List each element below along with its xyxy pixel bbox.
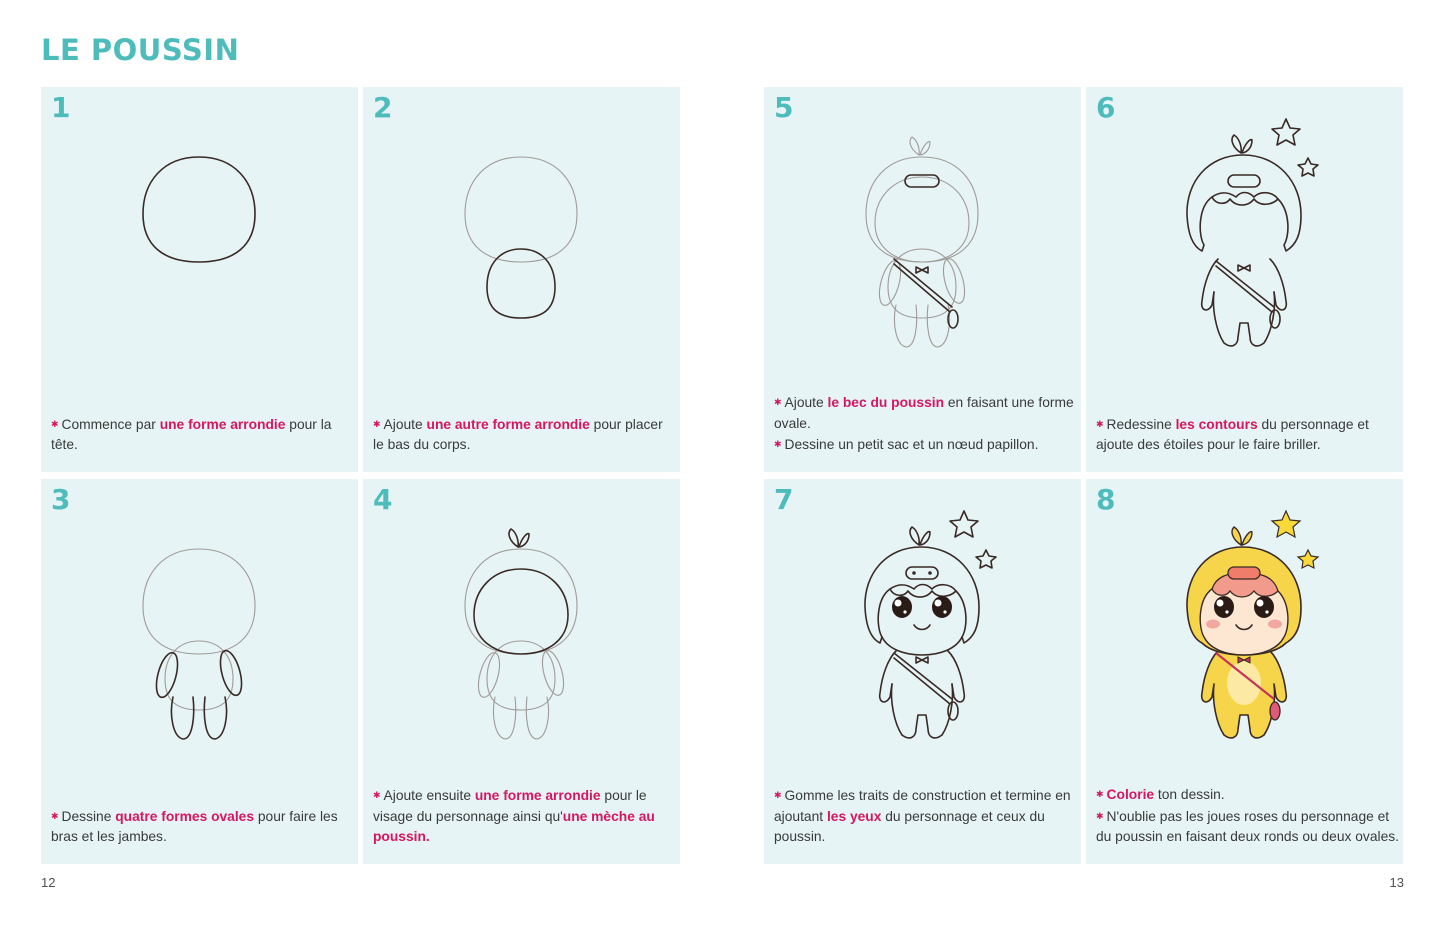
bullet-icon: ✱ xyxy=(373,790,381,801)
instruction-text: Ajoute xyxy=(784,395,828,411)
bullet-icon: ✱ xyxy=(1096,789,1104,800)
instruction-line xyxy=(1096,806,1399,848)
bullet-icon: ✱ xyxy=(1096,810,1104,821)
step-panel-5 xyxy=(764,87,1081,472)
bullet-icon: ✱ xyxy=(774,439,782,450)
instruction-text: N'oublie pas les joues roses du personnage et du poussin en faisant deux ronds ou deux ovales. xyxy=(1096,808,1399,845)
instruction-text: en faisant une forme ovale. xyxy=(774,395,1074,431)
step-instructions xyxy=(774,392,1077,456)
highlighted-text: une mèche au poussin. xyxy=(373,808,655,845)
step-panel-8 xyxy=(1086,479,1403,864)
step-number: 3 xyxy=(51,483,71,516)
step-instructions xyxy=(51,414,354,456)
instruction-line xyxy=(1096,414,1399,456)
instruction-text: ton dessin. xyxy=(1154,787,1225,803)
instruction-text: Gomme les traits de construction et termine en ajoutant xyxy=(774,788,1071,824)
step-panel-6 xyxy=(1086,87,1403,472)
instruction-text: Ajoute ensuite xyxy=(383,788,475,804)
highlighted-text: quatre formes ovales xyxy=(115,808,255,824)
step-number: 6 xyxy=(1096,91,1116,124)
page-title: LE POUSSIN xyxy=(41,33,240,67)
step-panel-3 xyxy=(41,479,358,864)
instruction-text: pour placer le bas du corps. xyxy=(373,416,663,453)
instruction-text: Commence par xyxy=(61,416,160,432)
page-number-left: 12 xyxy=(41,875,56,890)
step-number: 7 xyxy=(774,483,794,516)
step-number: 8 xyxy=(1096,483,1116,516)
step-panel-4 xyxy=(363,479,680,864)
step-panel-7 xyxy=(764,479,1081,864)
instruction-text: du personnage et ceux du poussin. xyxy=(774,808,1045,845)
highlighted-text: Colorie xyxy=(1106,787,1155,803)
instruction-line xyxy=(1096,784,1399,806)
step-instructions xyxy=(373,785,676,848)
bullet-icon: ✱ xyxy=(1096,418,1104,429)
instruction-text: pour le visage du personnage ainsi qu' xyxy=(373,788,647,824)
highlighted-text: les yeux xyxy=(826,808,882,824)
instruction-line xyxy=(774,785,1077,848)
step-instructions xyxy=(1096,414,1399,456)
highlighted-text: une forme arrondie xyxy=(474,788,601,804)
instruction-line xyxy=(774,434,1077,456)
highlighted-text: le bec du poussin xyxy=(827,395,945,411)
step-number: 5 xyxy=(774,91,794,124)
instruction-line xyxy=(51,414,354,456)
step-instructions xyxy=(774,785,1077,848)
highlighted-text: les contours xyxy=(1175,416,1258,432)
highlighted-text: une forme arrondie xyxy=(159,416,286,432)
step-panel-2 xyxy=(363,87,680,472)
step-instructions xyxy=(373,414,676,456)
instruction-text: Ajoute xyxy=(383,416,427,432)
instruction-text: Dessine un petit sac et un nœud papillon. xyxy=(784,437,1039,453)
page-number-right: 13 xyxy=(1389,875,1404,890)
bullet-icon: ✱ xyxy=(774,397,782,408)
instruction-line xyxy=(774,392,1077,434)
highlighted-text: une autre forme arrondie xyxy=(426,416,590,432)
step-number: 4 xyxy=(373,483,393,516)
instruction-line xyxy=(373,414,676,456)
instruction-line xyxy=(373,785,676,848)
step-number: 2 xyxy=(373,91,393,124)
instruction-text: Dessine xyxy=(61,808,116,824)
step-instructions xyxy=(1096,784,1399,848)
instruction-text: pour la tête. xyxy=(51,416,332,453)
step-panel-1 xyxy=(41,87,358,472)
step-number: 1 xyxy=(51,91,71,124)
bullet-icon: ✱ xyxy=(373,418,381,429)
bullet-icon: ✱ xyxy=(51,418,59,429)
instruction-text: Redessine xyxy=(1106,416,1176,432)
bullet-icon: ✱ xyxy=(51,810,59,821)
instruction-line xyxy=(51,806,354,848)
bullet-icon: ✱ xyxy=(774,790,782,801)
instruction-text: du personnage et ajoute des étoiles pour le faire briller. xyxy=(1096,416,1369,453)
instruction-text: pour faire les bras et les jambes. xyxy=(51,808,338,845)
step-instructions xyxy=(51,806,354,848)
